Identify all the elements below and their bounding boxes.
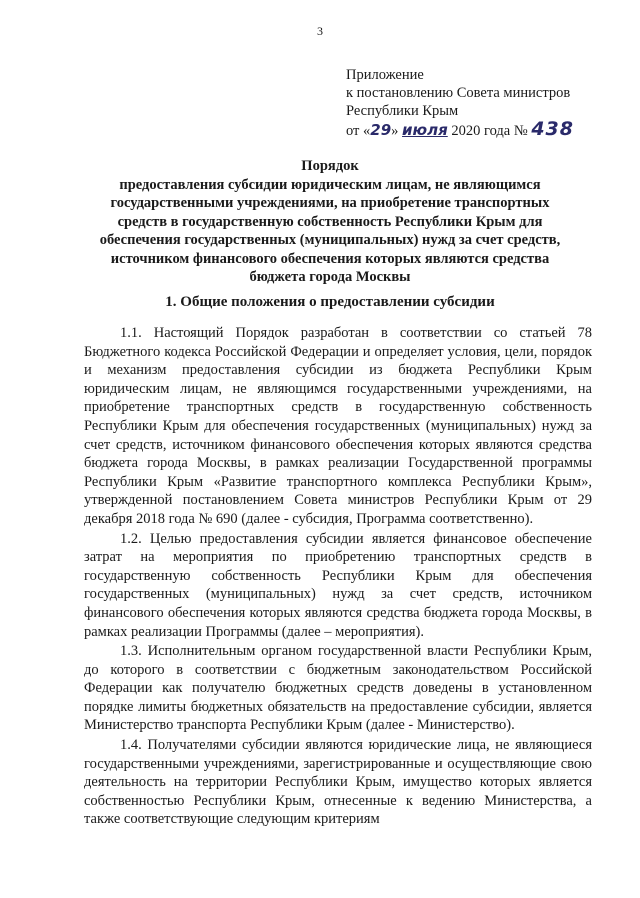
document-title [60, 157, 600, 287]
handwritten-number: 438 [531, 118, 574, 140]
document-body [84, 324, 592, 830]
title-line: предоставления субсидии юридическим лицам, не являющимся [119, 176, 541, 193]
paragraph-1-3: 1.3. Исполнительным органом государственной власти Республики Крым, до которого в соответствии с бюджетным законодательством Российской Федерации как получателю бюджетных средств доведены в установленном порядке лимиты бюджетных обязательств на предоставление субсидии, является Министерство транспорта Республики Крым (далее - Министерство). [84, 643, 592, 734]
appendix-block [346, 66, 636, 140]
title-line: государственными учреждениями, на приобретение транспортных [110, 195, 550, 211]
page-number: 3 [317, 24, 323, 38]
handwritten-month: июля [402, 121, 448, 139]
title-line: источником финансового обеспечения которых являются средства [110, 250, 550, 267]
title-line: бюджета города Москвы [249, 269, 411, 285]
title-line: обеспечения государственных (муниципальных) нужд за счет средств, [99, 232, 561, 248]
appendix-label: Приложение [346, 67, 424, 83]
date-quote-close: » [391, 123, 399, 139]
appendix-date-line [346, 120, 636, 140]
title-line: средств в государственную собственность Республики Крым для [117, 213, 543, 230]
paragraph-1-4: 1.4. Получателями субсидии являются юридические лица, не являющиеся государственными учреждениями, зарегистрированные и осуществляющие свою деятельность на территории Республики Крым, имущество которых является собственностью Республики Крым, отнесенные к ведению Министерства, а также соответствующие следующим критериям [84, 737, 592, 828]
paragraph-1-1: 1.1. Настоящий Порядок разработан в соответствии со статьей 78 Бюджетного кодекса Российской Федерации и определяет условия, цели, порядок и механизм предоставления субсидии из бюджета Республики Крым юридическим лицам, не являющимся государственными учреждениями, на приобретение транспортных средств в государственную собственность Республики Крым для обеспечения государственных (муниципальных) нужд за счет средств, источником финансового обеспечения которых являются средства бюджета города Москвы, в рамках реализации Государственной программы Республики Крым «Развитие транспортного комплекса Республики Крым», утвержденной постановлением Совета министров Республики Крым от 29 декабря 2018 года № 690 (далее - субсидия, Программа соответственно). [84, 325, 592, 527]
date-prefix: от « [346, 123, 371, 139]
appendix-republic: Республики Крым [346, 103, 459, 119]
section-heading: 1. Общие положения о предоставлении субсидии [165, 294, 495, 310]
handwritten-day: 29 [370, 121, 392, 139]
paragraph-1-2: 1.2. Целью предоставления субсидии является финансовое обеспечение затрат на мероприятия по приобретению транспортных средств в государственную собственность Республики Крым для обеспечения государственных (муниципальных) нужд за счет средств, источником финансового обеспечения которых являются средства бюджета города Москвы, в рамках реализации Программы (далее – мероприятия). [84, 530, 592, 640]
date-suffix: 2020 года № [451, 123, 528, 139]
title-word: Порядок [301, 158, 359, 174]
appendix-resolution: к постановлению Совета министров [346, 85, 571, 101]
